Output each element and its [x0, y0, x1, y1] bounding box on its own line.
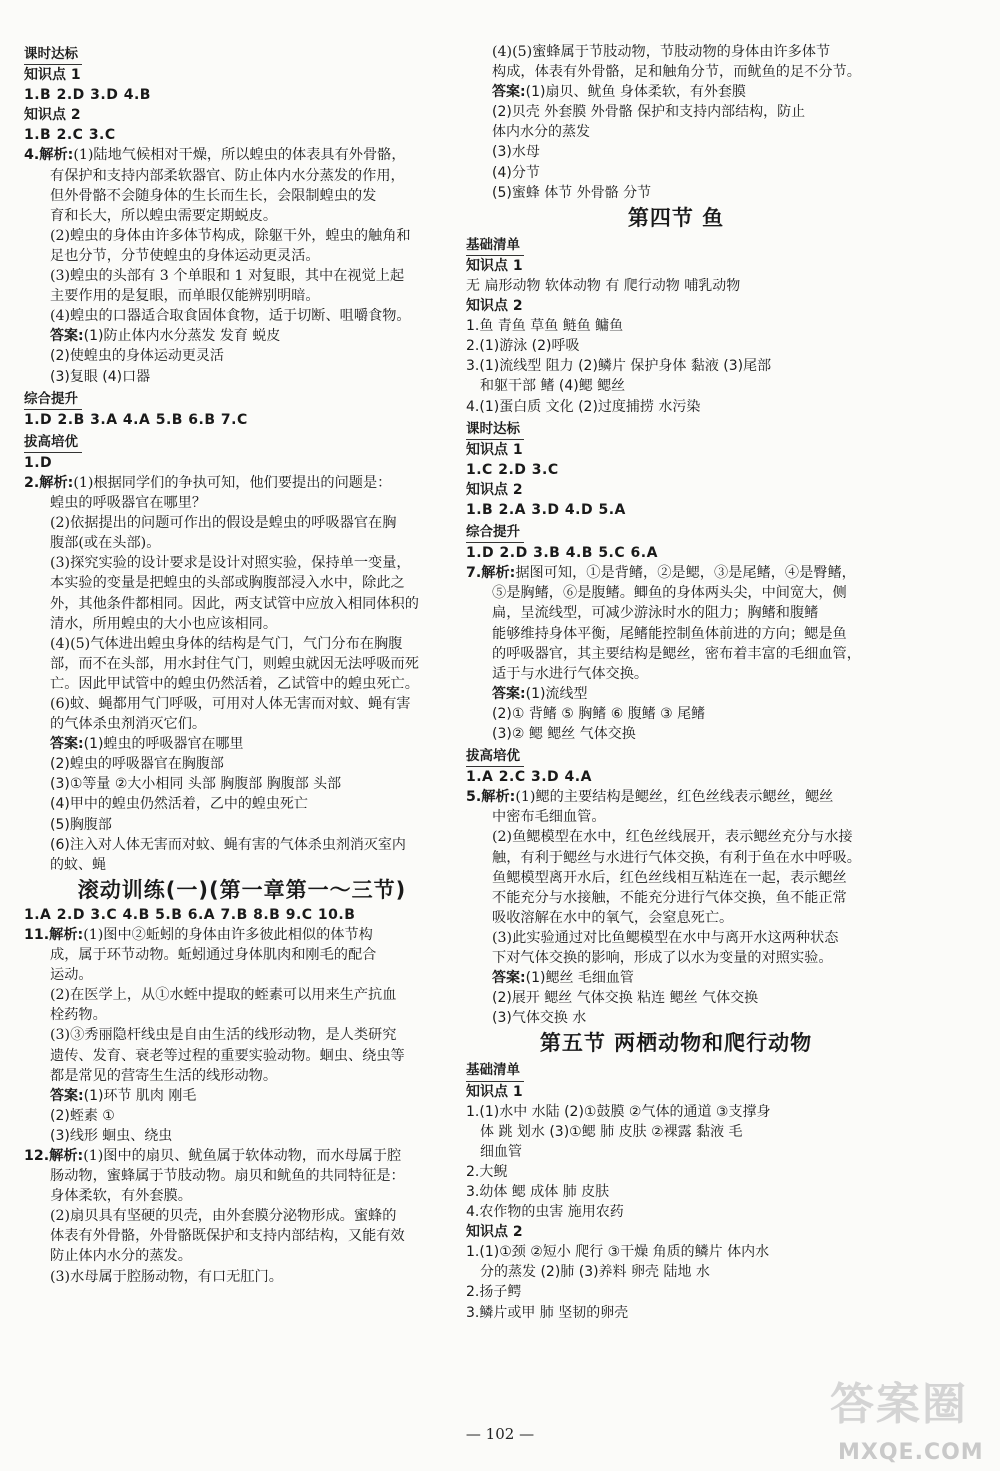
knowledge-point-heading: 知识点 1 [466, 257, 523, 274]
explanation-line: 的气体杀虫剂消灭它们。 [50, 716, 207, 733]
explanation-line: 有保护和支持内部柔软器官、防止体内水分蒸发的作用， [50, 167, 405, 184]
explanation-label: 12.解析: [24, 1147, 84, 1164]
section-label-text: 综合提升 [466, 522, 524, 543]
answer-list: 1.A 2.D 3.C 4.B 5.B 6.A 7.B 8.B 9.C 10.B [24, 906, 356, 923]
explanation-line: 身体柔软，有外套膜。 [50, 1188, 192, 1205]
explanation-label: 4.解析: [24, 147, 74, 164]
line-text: (1)根据同学们的争执可知，他们要提出的问题是： [73, 474, 392, 491]
explanation-line: 能够维持身体平衡，尾鳍能控制鱼体前进的方向；鳃是鱼 [492, 625, 847, 642]
answer-line: (3)② 鳃 鳃丝 气体交换 [492, 726, 636, 742]
line-text: (1)扇贝、鱿鱼 身体柔软，有外套膜 [525, 84, 746, 101]
list-item: 1.(1)①颈 ②短小 爬行 ③干燥 角质的鳞片 体内水 [466, 1244, 770, 1261]
list-item-continuation: 分的蒸发 (2)肺 (3)养料 卵壳 陆地 水 [480, 1264, 710, 1281]
explanation-line [24, 925, 460, 945]
explanation-line: 但外骨骼不会随身体的生长而生长，会限制蝗虫的发 [50, 187, 377, 204]
explanation-line: (2)扇贝具有坚硬的贝壳，由外套膜分泌物形成。蜜蜂的 [50, 1208, 397, 1225]
explanation-line: (2)依据提出的问题可作出的假设是蝗虫的呼吸器官在胸 [50, 515, 397, 532]
explanation-line: 清水，所用蝗虫的大小也应该相同。 [50, 615, 278, 632]
explanation-line: 遗传、发育、衰老等过程的重要实验动物。蛔虫、绕虫等 [50, 1047, 405, 1064]
explanation-line: 扁，呈流线型，可减少游泳时水的阻力；胸鳍和腹鳍 [492, 605, 819, 622]
answer-line [466, 968, 886, 988]
section-title: 第四节 鱼 [627, 205, 725, 230]
section-label-text: 拔高培优 [24, 432, 82, 453]
answer-list: 1.B 2.D 3.D 4.B [24, 87, 151, 104]
section-label [466, 235, 886, 256]
section-label-text: 拔高培优 [466, 746, 524, 767]
explanation-line: 不能充分与水接触，不能充分进行气体交换，鱼不能正常 [492, 889, 847, 906]
answer-line: (4)分节 [492, 164, 540, 181]
answer-line: (2)蝗虫的呼吸器官在胸腹部 [50, 756, 224, 773]
explanation-line [24, 473, 460, 493]
answer-line: (5)蜜蜂 体节 外骨骼 分节 [492, 184, 652, 201]
answer-line [466, 684, 886, 704]
section-label [24, 389, 460, 410]
section-label-text: 课时达标 [24, 44, 82, 65]
list-item: 无 扁形动物 软体动物 有 爬行动物 哺乳动物 [466, 277, 741, 294]
answer-line: (4)甲中的蝗虫仍然活着，乙中的蝗虫死亡 [50, 796, 308, 813]
answer-label: 答案: [50, 328, 84, 345]
answer-list: 1.A 2.C 3.D 4.A [466, 769, 592, 786]
explanation-label: 11.解析: [24, 926, 84, 943]
list-item: 2.大鲵 [466, 1163, 508, 1180]
answer-line: (2)贝壳 外套膜 外骨骼 保护和支持内部结构，防止 [492, 104, 806, 121]
answer-line [466, 82, 886, 102]
explanation-line: 防止体内水分的蒸发。 [50, 1248, 192, 1265]
line-text: (1)鳃丝 毛细血管 [525, 970, 634, 987]
knowledge-point-heading: 知识点 1 [24, 67, 81, 84]
explanation-line [24, 1146, 460, 1166]
explanation-label: 2.解析: [24, 474, 74, 491]
explanation-line: 外，其他条件都相同。因此，两支试管中应放入相同体积的 [50, 595, 419, 612]
explanation-label: 5.解析: [466, 789, 516, 806]
answer-label: 答案: [492, 84, 526, 101]
page-number: — 102 — [465, 1425, 535, 1443]
list-item-continuation: 和躯干部 鳍 (4)鳃 鳃丝 [480, 378, 626, 395]
explanation-line: (2)在医学上，从①水蛭中提取的蛭素可以用来生产抗血 [50, 987, 397, 1004]
line-text: (1)环节 肌肉 刚毛 [83, 1087, 197, 1104]
explanation-line: (4)(5)蜜蜂属于节肢动物，节肢动物的身体由许多体节 [492, 44, 831, 60]
explanation-line: 构成，体表有外骨骼，足和触角分节，而鱿鱼的足不分节。 [492, 64, 861, 81]
right-column [466, 42, 886, 1323]
section-label-text: 基础清单 [466, 1060, 524, 1081]
explanation-line: (4)蝗虫的口器适合取食固体食物，适于切断、咀嚼食物。 [50, 308, 411, 325]
list-item: 1.(1)水中 水陆 (2)①鼓膜 ②气体的通道 ③支撑身 [466, 1103, 771, 1120]
knowledge-point-heading: 知识点 1 [466, 441, 523, 458]
explanation-line: 触，有利于鳃丝与水进行气体交换，有利于鱼在水中呼吸。 [492, 849, 861, 866]
answer-line: (2)展开 鳃丝 气体交换 粘连 鳃丝 气体交换 [492, 990, 759, 1007]
answer-line: (3)复眼 (4)口器 [50, 368, 151, 385]
answer-line: 体内水分的蒸发 [492, 124, 590, 141]
answer-list: 1.D [24, 454, 53, 471]
list-item: 4.农作物的虫害 施用农药 [466, 1204, 624, 1221]
explanation-line: (3)探究实验的设计要求是设计对照实验，保持单一变量， [50, 555, 411, 572]
knowledge-point-heading: 知识点 2 [24, 107, 81, 124]
explanation-line: 的呼吸器官，其主要结构是鳃丝，密布着丰富的毛细血管， [492, 645, 861, 662]
explanation-line: 成，属于环节动物。蚯蚓通过身体肌肉和刚毛的配合 [50, 947, 377, 964]
line-text: (1)图中的扇贝、鱿鱼属于软体动物，而水母属于腔 [83, 1147, 402, 1164]
answer-line: (3)气体交换 水 [492, 1010, 587, 1027]
section-title: 滚动训练(一)(第一章第一～三节) [77, 877, 407, 902]
section-label [466, 1060, 886, 1081]
answer-line: (2)① 背鳍 ⑤ 胸鳍 ⑥ 腹鳍 ③ 尾鳍 [492, 705, 706, 722]
list-item-continuation: 细血管 [480, 1143, 522, 1160]
answer-line: (6)注入对人体无害而对蚊、蝇有害的气体杀虫剂消灭室内 [50, 836, 406, 853]
explanation-line: 腹部(或在头部)。 [50, 535, 161, 552]
section-label [466, 746, 886, 767]
explanation-line: 栓药物。 [50, 1007, 107, 1024]
answer-line: (3)线形 蛔虫、绕虫 [50, 1127, 173, 1144]
explanation-line: 足也分节，分节使蝗虫的身体运动更灵活。 [50, 247, 320, 264]
list-item: 2.(1)游泳 (2)呼吸 [466, 338, 580, 355]
line-text: (1)陆地气候相对干燥，所以蝗虫的体表具有外骨骼， [73, 147, 406, 164]
answer-line: (5)胸腹部 [50, 816, 112, 833]
answer-list: 1.D 2.B 3.A 4.A 5.B 6.B 7.C [24, 411, 248, 428]
explanation-line: 鱼鳃模型离开水后，红色丝线相互粘连在一起，表示鳃丝 [492, 869, 847, 886]
list-item: 1.鱼 青鱼 草鱼 鲢鱼 鳙鱼 [466, 318, 624, 335]
explanation-line: 都是常见的营寄生生活的线形动物。 [50, 1067, 278, 1084]
line-text: (1)蝗虫的呼吸器官在哪里 [83, 736, 244, 753]
list-item-continuation: 体 跳 划水 (3)①鳃 肺 皮肤 ②裸露 黏液 毛 [480, 1123, 743, 1140]
answer-line: (3)水母 [492, 144, 540, 161]
answer-line [24, 734, 460, 754]
knowledge-point-heading: 知识点 2 [466, 1224, 523, 1241]
explanation-line: 运动。 [50, 967, 93, 984]
answer-list: 1.B 2.C 3.C [24, 127, 116, 144]
answer-line: 的蚊、蝇 [50, 856, 106, 873]
explanation-line: 吸收溶解在水中的氧气，会窒息死亡。 [492, 909, 734, 926]
explanation-line: 蝗虫的呼吸器官在哪里？ [50, 495, 207, 512]
list-item: 2.扬子鳄 [466, 1284, 522, 1301]
section-label [466, 522, 886, 543]
line-text: (1)鳃的主要结构是鳃丝，红色丝线表示鳃丝，鳃丝 [515, 789, 834, 806]
answer-label: 答案: [492, 970, 526, 987]
explanation-line: (3)③秀丽隐杆线虫是自由生活的线形动物，是人类研究 [50, 1027, 397, 1044]
explanation-line: (3)水母属于腔肠动物，有口无肛门。 [50, 1268, 283, 1285]
answer-line: (2)使蝗虫的身体运动更灵活 [50, 348, 224, 365]
explanation-line: 下对气体交换的影响，形成了以水为变量的对照实验。 [492, 950, 833, 967]
explanation-line: 体表有外骨骼，外骨骼既保护和支持内部结构，又能有效 [50, 1228, 405, 1245]
section-label [24, 44, 460, 65]
explanation-label: 7.解析: [466, 565, 516, 582]
line-text: (1)防止体内水分蒸发 发育 蜕皮 [83, 328, 281, 345]
section-label-text: 综合提升 [24, 389, 82, 410]
explanation-line: ⑤是胸鳍，⑥是腹鳍。鲫鱼的身体两头尖，中间宽大，侧 [492, 585, 847, 602]
explanation-line: (4)(5)气体进出蝗虫身体的结构是气门，气门分布在胸腹 [50, 635, 403, 652]
answer-line: (3)①等量 ②大小相同 头部 胸腹部 胸腹部 头部 [50, 776, 342, 793]
section-label-text: 课时达标 [466, 419, 524, 440]
explanation-line: 育和长大，所以蝗虫需要定期蜕皮。 [50, 207, 278, 224]
left-column [24, 42, 460, 1287]
list-item: 4.(1)蛋白质 文化 (2)过度捕捞 水污染 [466, 398, 701, 415]
explanation-line: (2)鱼鳃模型在水中，红色丝线展开，表示鳃丝充分与水接 [492, 829, 853, 846]
explanation-line: (6)蚊、蝇都用气门呼吸，可用对人体无害而对蚊、蝇有害 [50, 696, 411, 712]
answer-list: 1.C 2.D 3.C [466, 461, 559, 478]
answer-label: 答案: [50, 736, 84, 753]
line-text: (1)图中②蚯蚓的身体由许多彼此相似的体节构 [83, 926, 373, 943]
explanation-line: 中密布毛细血管。 [492, 809, 606, 826]
answer-line [24, 1086, 460, 1106]
knowledge-point-heading: 知识点 1 [466, 1083, 523, 1100]
knowledge-point-heading: 知识点 2 [466, 481, 523, 498]
answer-list: 1.B 2.A 3.D 4.D 5.A [466, 501, 626, 518]
line-text: 据图可知，①是背鳍，②是鳃，③是尾鳍，④是臀鳍， [515, 565, 856, 582]
watermark-site: MXQE.COM [838, 1440, 984, 1465]
explanation-line: 本实验的变量是把蝗虫的头部或胸腹部浸入水中，除此之 [50, 575, 405, 592]
list-item: 3.幼体 鳃 成体 肺 皮肤 [466, 1183, 610, 1200]
section-label [24, 432, 460, 453]
list-item: 3.鳞片或甲 肺 坚韧的卵壳 [466, 1304, 629, 1321]
answer-line [24, 326, 460, 346]
explanation-line: (3)蝗虫的头部有 3 个单眼和 1 对复眼，其中在视觉上起 [50, 268, 405, 285]
explanation-line: 部，而不在头部，用水封住气门，则蝗虫就因无法呼吸而死 [50, 655, 419, 672]
answer-label: 答案: [492, 685, 526, 702]
explanation-line: (2)蝗虫的身体由许多体节构成，除躯干外，蝗虫的触角和 [50, 227, 411, 244]
knowledge-point-heading: 知识点 2 [466, 298, 523, 315]
section-title: 第五节 两栖动物和爬行动物 [539, 1031, 813, 1056]
explanation-line [24, 145, 460, 165]
explanation-line: 肠动物，蜜蜂属于节肢动物。扇贝和鱿鱼的共同特征是： [50, 1168, 405, 1185]
explanation-line [466, 563, 886, 583]
explanation-line: (3)此实验通过对比鱼鳃模型在水中与离开水这两种状态 [492, 929, 839, 946]
list-item: 3.(1)流线型 阻力 (2)鳞片 保护身体 黏液 (3)尾部 [466, 358, 772, 375]
explanation-line: 适于与水进行气体交换。 [492, 665, 649, 682]
watermark-logo: 答案圈 [830, 1379, 968, 1430]
section-label [466, 419, 886, 440]
section-label-text: 基础清单 [466, 235, 524, 256]
answer-line: (2)蛭素 ① [50, 1107, 115, 1124]
explanation-line: 亡。因此甲试管中的蝗虫仍然活着，乙试管中的蝗虫死亡。 [50, 675, 419, 692]
explanation-line [466, 787, 886, 807]
answer-list: 1.D 2.D 3.B 4.B 5.C 6.A [466, 545, 658, 562]
answer-label: 答案: [50, 1087, 84, 1104]
line-text: (1)流线型 [525, 685, 588, 702]
explanation-line: 主要作用的是复眼，而单眼仅能辨别明暗。 [50, 288, 320, 305]
